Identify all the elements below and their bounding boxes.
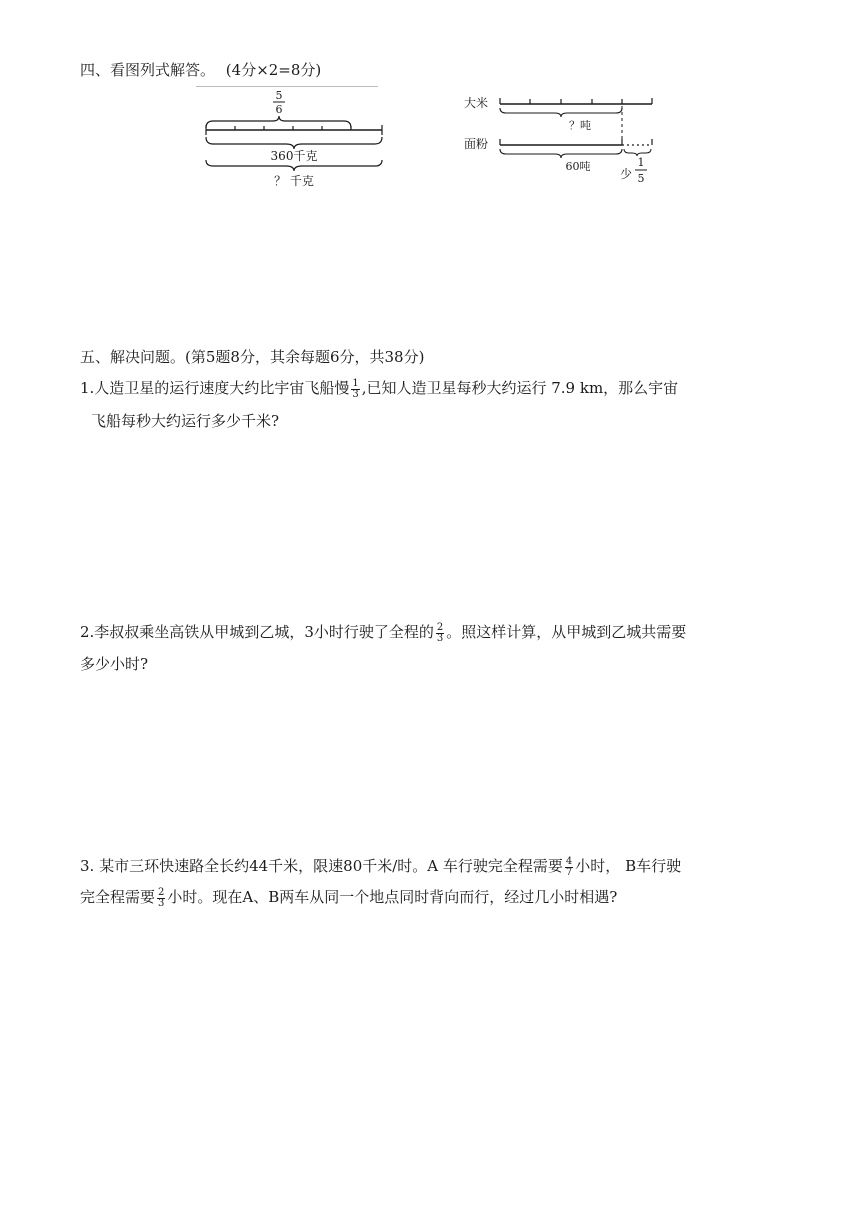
fraction-numerator: 1 — [352, 377, 359, 389]
diagram2-less-denominator: 5 — [637, 172, 645, 185]
diagram2-less-prefix: 少 — [620, 167, 633, 181]
question-2-line-1 — [80, 622, 686, 644]
question-1-fraction — [351, 379, 359, 400]
question-2-line-2: 多少小时? — [80, 655, 149, 673]
diagram1-label-unknown: ？ 千克 — [274, 174, 314, 188]
diagram2-less-brace — [624, 149, 651, 156]
fraction-numerator: 2 — [158, 886, 165, 898]
section4-title: 四、看图列式解答。 — [80, 61, 216, 79]
question-3-line-1 — [80, 856, 681, 878]
fraction-numerator: 4 — [565, 855, 573, 867]
section5-heading: 五、解决问题。(第5题8分，其余每题6分，共38分) — [80, 348, 425, 366]
fraction-numerator: 2 — [436, 621, 444, 633]
question-1-text-b: ,已知人造卫星每秒大约运行 7.9 km，那么宇宙 — [361, 379, 679, 397]
diagram2-row1-label: 大米 — [464, 96, 489, 110]
question-2-fraction — [436, 623, 444, 644]
diagram2-row1-brace — [500, 108, 622, 117]
diagram1-fraction-denominator: 6 — [275, 103, 283, 116]
diagram1-bottom-brace-1 — [206, 137, 382, 149]
diagram-1 — [196, 86, 396, 196]
question-3-fraction-2 — [157, 888, 165, 909]
fraction-denominator: 3 — [436, 632, 444, 644]
question-2-text-b: 。照这样计算，从甲城到乙城共需要 — [446, 623, 687, 641]
question-3-text-c: 完全程需要 — [80, 888, 156, 906]
diagram2-less-numerator: 1 — [637, 156, 645, 169]
question-1-text-a: 1.人造卫星的运行速度大约比宇宙飞船慢 — [80, 379, 350, 397]
diagram2-row2-label: 面粉 — [464, 137, 489, 151]
question-3-text-d: 小时。现在A、B两车从同一个地点同时背向而行，经过几小时相遇? — [167, 888, 618, 906]
diagram-2 — [462, 90, 672, 190]
diagram1-label-known: 360千克 — [270, 149, 318, 163]
question-3-fraction-1 — [565, 857, 573, 878]
section4-score: (4分×2=8分) — [225, 61, 322, 79]
question-1-line-2: 飞船每秒大约运行多少千米? — [91, 412, 280, 430]
fraction-denominator: 7 — [565, 866, 573, 878]
question-3-text-a: 3. 某市三环快速路全长约44千米，限速80千米/时。A 车行驶完全程需要 — [80, 857, 563, 875]
question-3-text-b: 小时， B车行驶 — [575, 857, 682, 875]
diagram1-fraction-numerator: 5 — [275, 89, 283, 102]
question-2-text-a: 2.李叔叔乘坐高铁从甲城到乙城，3小时行驶了全程的 — [80, 623, 434, 641]
fraction-denominator: 3 — [352, 388, 359, 400]
question-1-line-1 — [80, 378, 678, 400]
fraction-denominator: 3 — [158, 897, 165, 909]
diagram2-row2-value: 60吨 — [565, 160, 591, 173]
question-3-line-2 — [80, 887, 617, 909]
section4-heading — [80, 60, 321, 80]
diagram1-top-brace — [206, 116, 351, 128]
diagram2-row2-brace — [500, 149, 622, 158]
diagram2-row1-value: ？吨 — [569, 119, 591, 132]
